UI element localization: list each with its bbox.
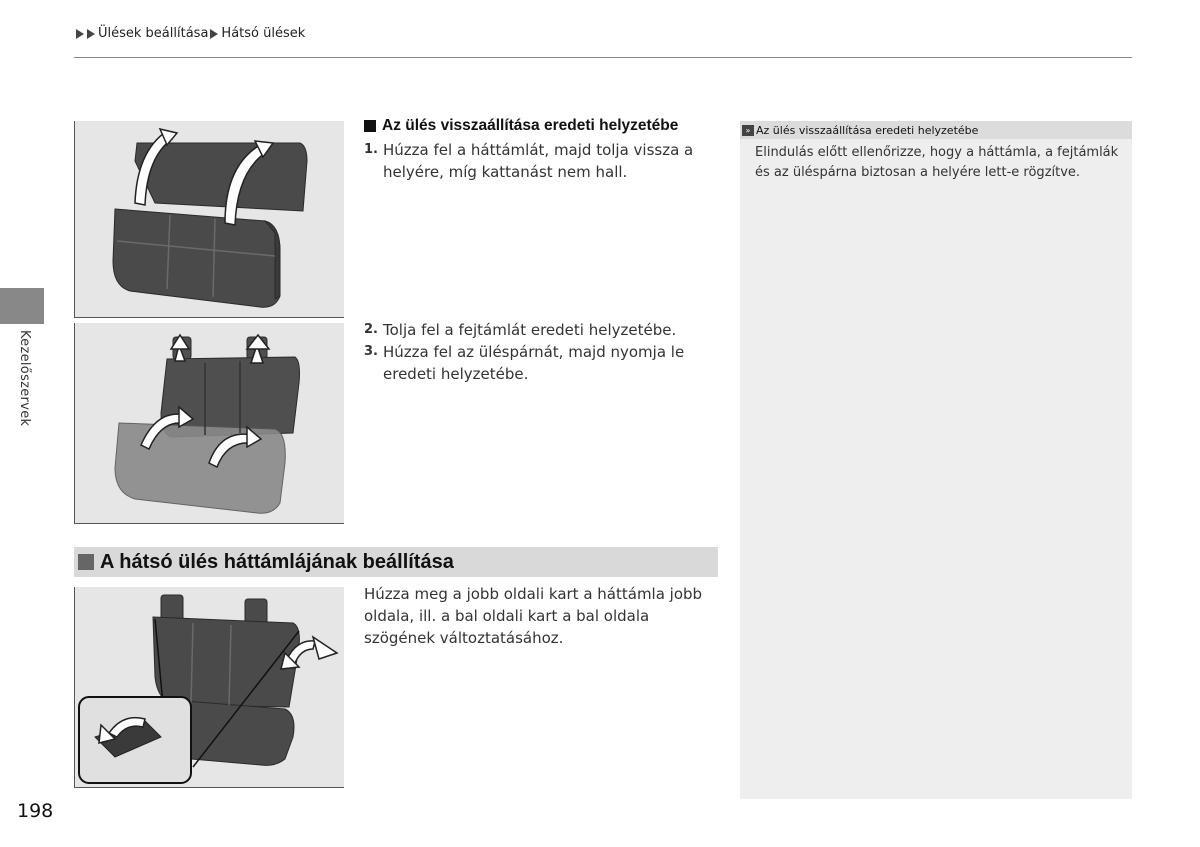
seat-raise-backrest-illustration — [74, 121, 344, 318]
step-number: 3. — [364, 344, 378, 359]
triangle-right-icon — [76, 29, 84, 39]
seat-recline-lever-illustration — [74, 587, 344, 788]
step-number: 2. — [364, 322, 378, 337]
side-chapter-tab — [0, 288, 44, 324]
backrest-section-title: A hátsó ülés háttámlájának beállítása — [100, 550, 454, 573]
note-icon: » — [742, 125, 754, 136]
step-text: Húzza fel a háttámlát, majd tolja vissza a helyére, míg kattanást nem hall. — [383, 141, 694, 181]
side-chapter-label: Kezelőszervek — [17, 330, 32, 427]
breadcrumb-item[interactable]: Ülések beállítása — [98, 26, 209, 41]
step-number: 1. — [364, 142, 378, 157]
restore-steps-list-b — [364, 319, 724, 385]
seat-headrest-cushion-illustration — [74, 323, 344, 524]
restore-section-title: Az ülés visszaállítása eredeti helyzetébe — [382, 117, 679, 134]
sidebar-note-heading — [740, 121, 1132, 139]
list-item — [364, 341, 724, 385]
triangle-right-icon — [87, 29, 95, 39]
heading-square-icon — [364, 120, 376, 132]
restore-section-heading — [364, 117, 678, 135]
restore-steps-list-a — [364, 139, 719, 183]
list-item — [364, 139, 719, 183]
backrest-section-body: Húzza meg a jobb oldali kart a háttámla jobb oldala, ill. a bal oldali kart a bal oldala szögének változtatásához. — [364, 585, 703, 647]
sidebar-note-text: Elindulás előtt ellenőrizze, hogy a háttámla, a fejtámlák és az üléspárna biztosan a helyére lett-e rögzítve. — [755, 145, 1119, 180]
section-square-icon — [78, 554, 94, 570]
breadcrumb-item[interactable]: Hátsó ülések — [221, 26, 306, 41]
triangle-right-icon — [210, 29, 218, 39]
breadcrumb — [76, 26, 305, 41]
sidebar-note-panel — [740, 121, 1132, 799]
step-text: Húzza fel az üléspárnát, majd nyomja le eredeti helyzetébe. — [383, 343, 685, 383]
backrest-section-bar — [74, 547, 718, 577]
sidebar-heading-text: Az ülés visszaállítása eredeti helyzetébe — [756, 123, 979, 137]
step-text: Tolja fel a fejtámlát eredeti helyzetébe. — [383, 321, 677, 339]
header-divider — [74, 57, 1132, 58]
page-number: 198 — [17, 800, 54, 822]
list-item — [364, 319, 724, 341]
